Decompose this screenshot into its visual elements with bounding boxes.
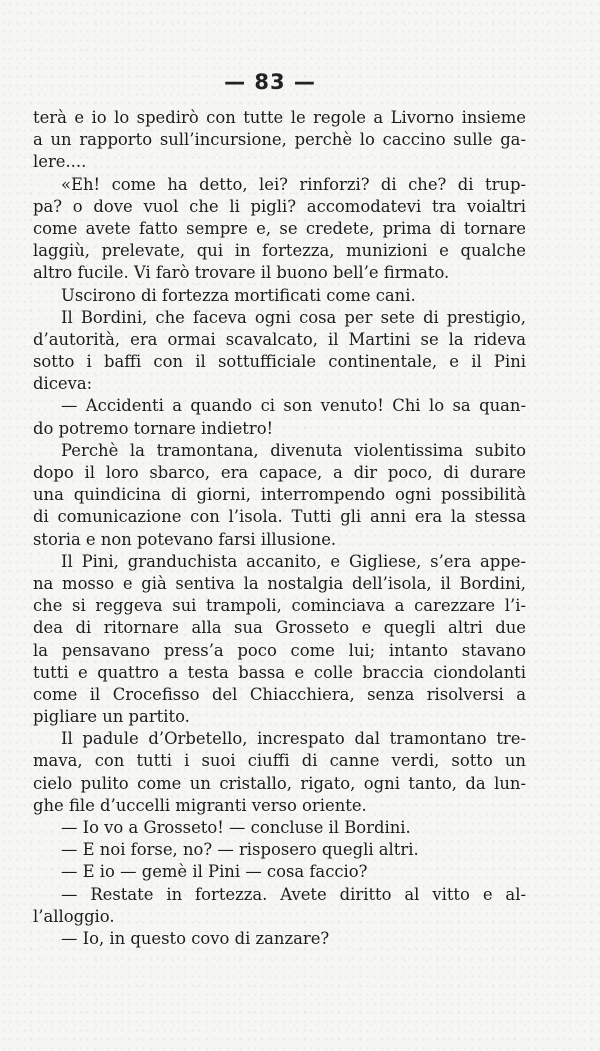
text-line: — E noi forse, no? — risposero quegli altri. <box>61 840 419 860</box>
text-line: cielo pulito come un cristallo, rigato, ogni tanto, da lun- <box>33 773 526 793</box>
page-number: — 83 — <box>224 70 316 94</box>
text-line: Perchè la tramontana, divenuta violentissima subito <box>61 440 526 460</box>
text-line: come avete fatto sempre e, se credete, prima di tornare <box>33 218 526 238</box>
page-body <box>33 107 526 950</box>
text-line: — Io vo a Grosseto! — concluse il Bordini. <box>61 818 411 837</box>
text-line: altro fucile. Vi farò trovare il buono bell’e firmato. <box>33 263 450 283</box>
text-line: — Io, in questo covo di zanzare? <box>61 928 330 948</box>
text-line: a un rapporto sull’incursione, perchè lo caccino sulle ga- <box>33 130 526 150</box>
text-line: terà e io lo spedirò con tutte le regole a Livorno insieme <box>33 108 526 127</box>
text-line: Il Pini, granduchista accanito, e Gigliese, s’era appe- <box>61 551 526 571</box>
text-line: — Restate in fortezza. Avete diritto al vitto e al- <box>61 884 526 904</box>
text-line: una quindicina di giorni, interrompendo ogni possibilità <box>33 485 526 505</box>
text-line: la pensavano press’a poco come lui; intanto stavano <box>33 640 526 660</box>
text-line: — E io — gemè il Pini — cosa faccio? <box>61 862 368 882</box>
text-line: diceva: <box>33 374 93 394</box>
text-line: Il Bordini, che faceva ogni cosa per sete di prestigio, <box>61 307 526 327</box>
text-line: dopo il loro sbarco, era capace, a dir poco, di durare <box>33 463 526 482</box>
text-line: laggiù, prelevate, qui in fortezza, munizioni e qualche <box>33 241 526 261</box>
text-line: d’autorità, era ormai scavalcato, il Martini se la rideva <box>33 329 526 349</box>
text-line: pigliare un partito. <box>33 707 190 727</box>
text-line: di comunicazione con l’isola. Tutti gli anni era la stessa <box>33 507 526 527</box>
text-line: dea di ritornare alla sua Grosseto e quegli altri due <box>33 618 526 638</box>
text-line: lere.... <box>33 152 87 172</box>
text-line: storia e non potevano farsi illusione. <box>33 529 337 549</box>
text-line: Il padule d’Orbetello, increspato dal tramontano tre- <box>61 729 526 749</box>
text-line: come il Crocefisso del Chiacchiera, senza risolversi a <box>33 684 526 704</box>
text-line: tutti e quattro a testa bassa e colle braccia ciondolanti <box>33 662 526 682</box>
text-line: che si reggeva sui trampoli, cominciava a carezzare l’i- <box>33 596 526 616</box>
text-line: Uscirono di fortezza mortificati come cani. <box>61 285 416 305</box>
text-line: — Accidenti a quando ci son venuto! Chi lo sa quan- <box>61 396 526 416</box>
text-line: pa? o dove vuol che li pigli? accomodatevi tra voialtri <box>33 196 526 216</box>
text-line: ghe file d’uccelli migranti verso oriente. <box>33 795 367 815</box>
text-line: «Eh! come ha detto, lei? rinforzi? di che? di trup- <box>61 174 526 194</box>
text-line: mava, con tutti i suoi ciuffi di canne verdi, sotto un <box>33 751 526 771</box>
text-line: sotto i baffi con il sottufficiale continentale, e il Pini <box>33 352 526 372</box>
text-line: do potremo tornare indietro! <box>33 418 274 438</box>
text-line: l’alloggio. <box>33 906 115 926</box>
text-line: na mosso e già sentiva la nostalgia dell’isola, il Bordini, <box>33 573 526 593</box>
